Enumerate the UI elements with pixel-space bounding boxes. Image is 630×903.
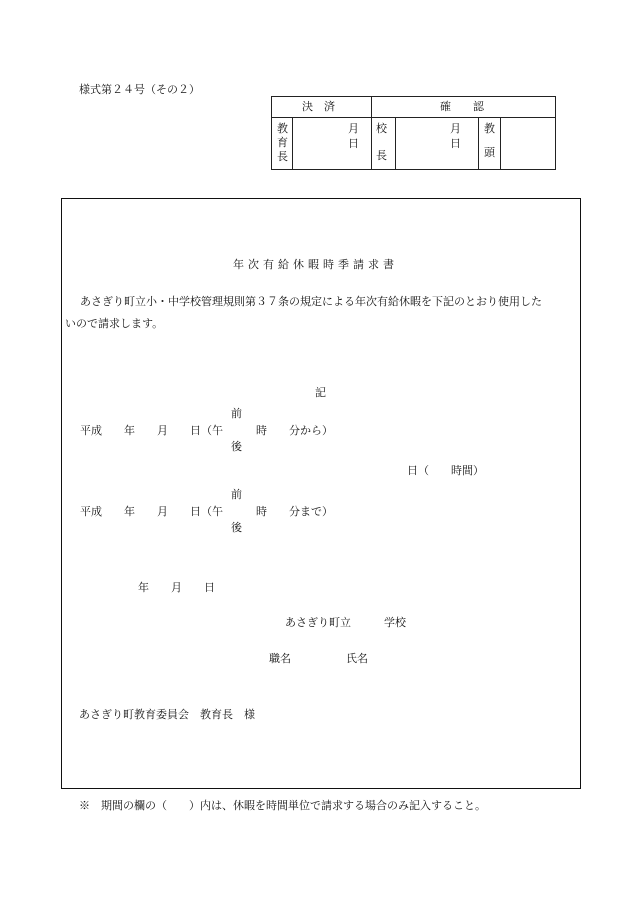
- to-am: 前: [231, 488, 242, 501]
- kyoikucho-day: 日: [348, 137, 359, 150]
- kocho-label: 校 長: [376, 122, 387, 162]
- request-date: 年 月 日: [138, 581, 215, 594]
- addressee: あさぎり町教育委員会 教育長 様: [79, 708, 255, 721]
- form-number: 様式第２４号（その２）: [79, 83, 200, 96]
- kocho-divider: [395, 117, 396, 170]
- to-date: 平成 年 月 日（午 時 分まで）: [80, 505, 333, 518]
- kakunin-header: 確 認: [440, 100, 484, 113]
- kessai-header: 決 済: [302, 100, 335, 113]
- to-pm: 後: [231, 521, 242, 534]
- kocho-month: 月: [450, 122, 461, 135]
- kessai-kakunin-divider: [371, 97, 372, 169]
- school-name: あさぎり町立 学校: [285, 616, 406, 629]
- from-date: 平成 年 月 日（午 時 分から）: [80, 424, 333, 437]
- kyoikucho-month: 月: [348, 122, 359, 135]
- approval-table: [271, 96, 556, 170]
- header-divider: [272, 117, 555, 118]
- kyoikucho-divider: [292, 117, 293, 170]
- kyoto-label: 教 頭: [484, 122, 495, 159]
- from-pm: 後: [231, 440, 242, 453]
- days-hours: 日（ 時間）: [407, 464, 484, 477]
- request-frame: [61, 198, 581, 789]
- kyoto-divider: [478, 117, 479, 170]
- kyoto-sign-divider: [500, 117, 501, 170]
- body-line-2: いので請求します。: [65, 317, 164, 330]
- position-and-name: 職名 氏名: [269, 652, 368, 665]
- body-line-1: あさぎり町立小・中学校管理規則第３７条の規定による年次有給休暇を下記のとおり使用した: [80, 295, 542, 308]
- ki-label: 記: [315, 386, 326, 399]
- document-title: 年次有給休暇時季請求書: [233, 258, 398, 271]
- from-am: 前: [231, 407, 242, 420]
- footnote: ※ 期間の欄の（ ）内は、休暇を時間単位で請求する場合のみ記入すること。: [79, 799, 486, 812]
- kyoikucho-label: 教 育 長: [277, 122, 288, 163]
- kocho-day: 日: [450, 137, 461, 150]
